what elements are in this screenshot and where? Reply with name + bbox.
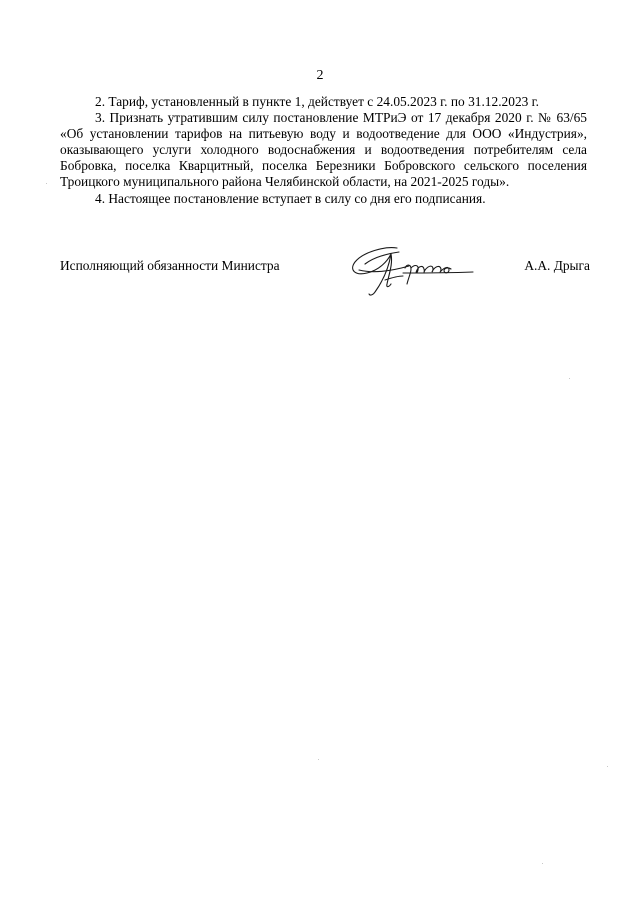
- scan-speck: [542, 863, 543, 864]
- signatory-position: Исполняющий обязанности Министра: [60, 258, 280, 273]
- signatory-name: А.А. Дрыга: [524, 258, 590, 273]
- paragraph-3: 3. Признать утратившим силу постановление МТРиЭ от 17 декабря 2020 г. № 63/65 «Об установлении тарифов на питьевую воду и водоотведение для ООО «Индустрия», оказывающего услуги холодного водоснабжения и водоотведения потребителям села Бобровка, поселка Кварцитный, поселка Березники Бобровского сельского поселения Троицкого муниципального района Челябинской области, на 2021-2025 годы».: [60, 110, 587, 190]
- signature-block: [60, 240, 590, 300]
- scan-speck: [318, 759, 319, 760]
- scan-speck: [46, 183, 47, 184]
- scan-speck: [607, 766, 608, 767]
- paragraph-2: 2. Тариф, установленный в пункте 1, действует с 24.05.2023 г. по 31.12.2023 г.: [95, 94, 540, 109]
- paragraph-4: 4. Настоящее постановление вступает в силу со дня его подписания.: [95, 190, 486, 206]
- scan-speck: [569, 378, 570, 379]
- document-body: [60, 94, 587, 207]
- page-number: 2: [316, 68, 324, 83]
- handwritten-signature-icon: [345, 240, 485, 298]
